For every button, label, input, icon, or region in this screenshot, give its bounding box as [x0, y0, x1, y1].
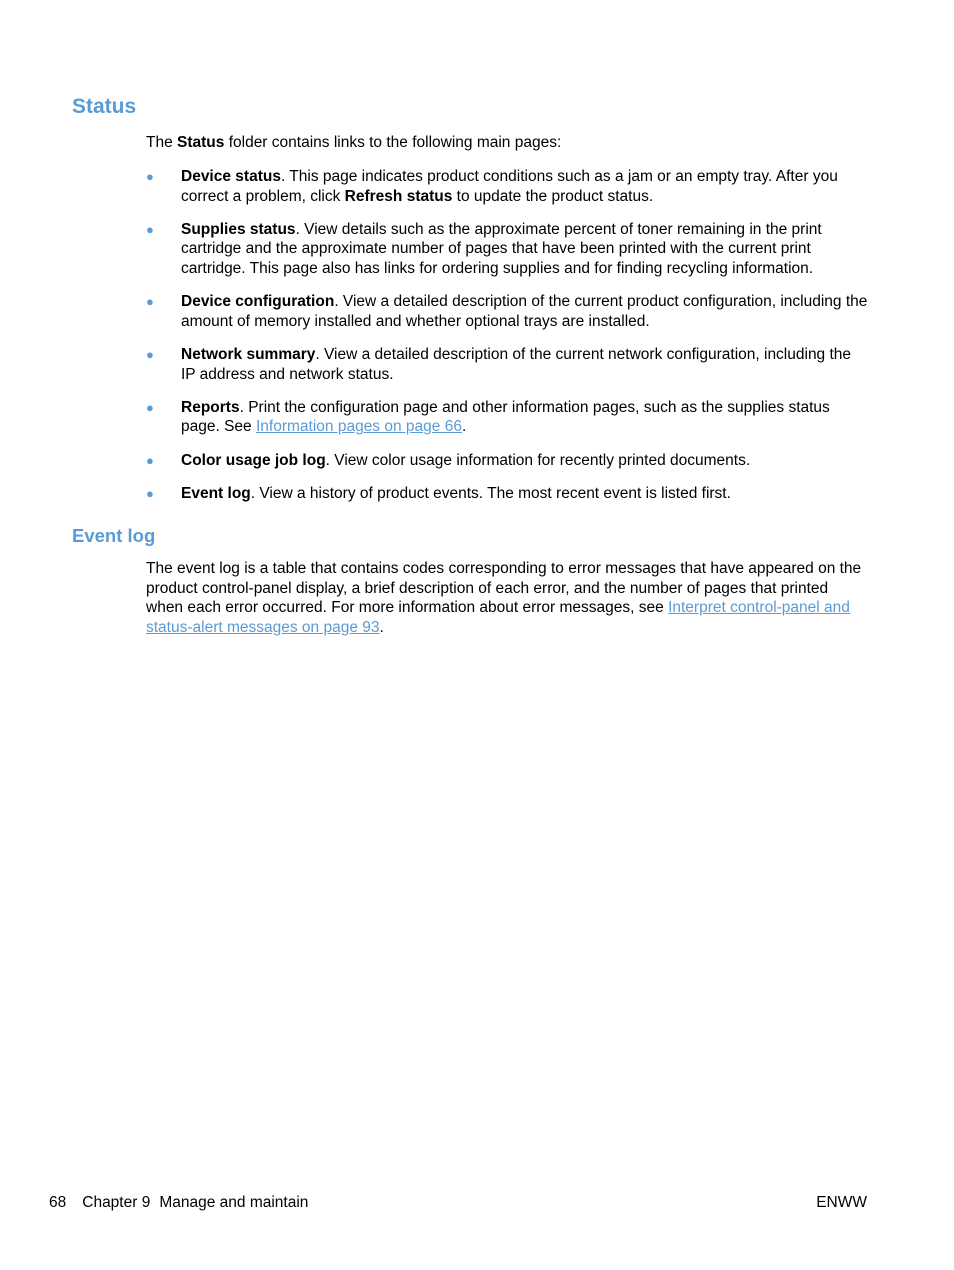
page-footer — [49, 1193, 867, 1213]
bullet-icon: ● — [146, 169, 154, 184]
footer-left — [49, 1193, 308, 1213]
desc-supplies-status: . View details such as the approximate percent of toner remaining in the print cartridge and the approximate number of pages that have been printed with the current print cartridge. This page also has links for ordering supplies and for finding recycling information. — [181, 220, 822, 277]
term-refresh-status: Refresh status — [344, 187, 453, 205]
event-log-text-end: . — [379, 618, 384, 636]
list-item-network-summary — [146, 345, 868, 384]
bullet-icon: ● — [146, 346, 154, 362]
desc-color-usage-job-log: . View color usage information for recently printed documents. — [325, 451, 751, 469]
event-log-text: The event log is a table that contains codes corresponding to error messages that have appeared on the product control-panel display, a brief description of each error, and the number of pages that printed when each error occurred. For more information about error messages, see — [146, 560, 862, 617]
desc-reports-end: . — [461, 418, 467, 436]
bullet-icon: ● — [146, 294, 154, 310]
desc-device-configuration: . View a detailed description of the current product configuration, including the amount of memory installed and whether optional trays are installed. — [181, 293, 868, 330]
desc-network-summary: . View a detailed description of the current network configuration, including the IP address and network status. — [181, 345, 852, 383]
desc-device-status: . This page indicates product conditions such as a jam or an empty tray. After you correct a problem, click — [181, 168, 838, 205]
bullet-icon: ● — [146, 452, 154, 468]
bullet-icon: ● — [146, 221, 154, 237]
term-supplies-status: Supplies status — [181, 220, 296, 238]
status-pages-list — [146, 167, 868, 517]
event-log-paragraph — [146, 559, 868, 637]
term-device-status: Device status — [181, 168, 281, 185]
desc-device-status-end: to update the product status. — [452, 187, 654, 205]
section-title-status: Status — [72, 95, 137, 118]
term-event-log: Event log — [181, 484, 251, 502]
term-device-configuration: Device configuration — [181, 293, 335, 311]
page-number: 68 — [49, 1194, 67, 1211]
list-item-color-usage-job-log — [146, 451, 868, 471]
list-item-supplies-status — [146, 220, 868, 279]
term-color-usage-job-log: Color usage job log — [181, 451, 326, 469]
desc-reports: . Print the configuration page and other information pages, such as the supplies status page. See — [181, 398, 830, 436]
status-intro — [146, 133, 868, 153]
footer-chapter: Chapter 9 — [82, 1194, 151, 1211]
bullet-icon: ● — [146, 399, 154, 415]
desc-event-log: . View a history of product events. The most recent event is listed first. — [250, 484, 731, 502]
intro-text-before: The — [146, 134, 178, 151]
term-network-summary: Network summary — [181, 345, 316, 363]
term-reports: Reports — [181, 398, 240, 416]
link-interpret-messages[interactable]: Interpret control-panel and status-alert messages on page 93 — [146, 599, 850, 636]
footer-locale: ENWW — [816, 1194, 867, 1211]
intro-text-after: folder contains links to the following main pages: — [224, 134, 562, 151]
section-title-event-log: Event log — [72, 525, 156, 546]
link-information-pages[interactable]: Information pages on page 66 — [255, 418, 462, 436]
list-item-device-configuration — [146, 292, 868, 331]
footer-chapter-title: Manage and maintain — [159, 1194, 309, 1211]
bullet-icon: ● — [146, 485, 154, 501]
list-item-event-log — [146, 484, 868, 504]
intro-bold-status: Status — [177, 134, 225, 151]
list-item-reports — [146, 398, 868, 437]
list-item-device-status — [146, 167, 868, 206]
